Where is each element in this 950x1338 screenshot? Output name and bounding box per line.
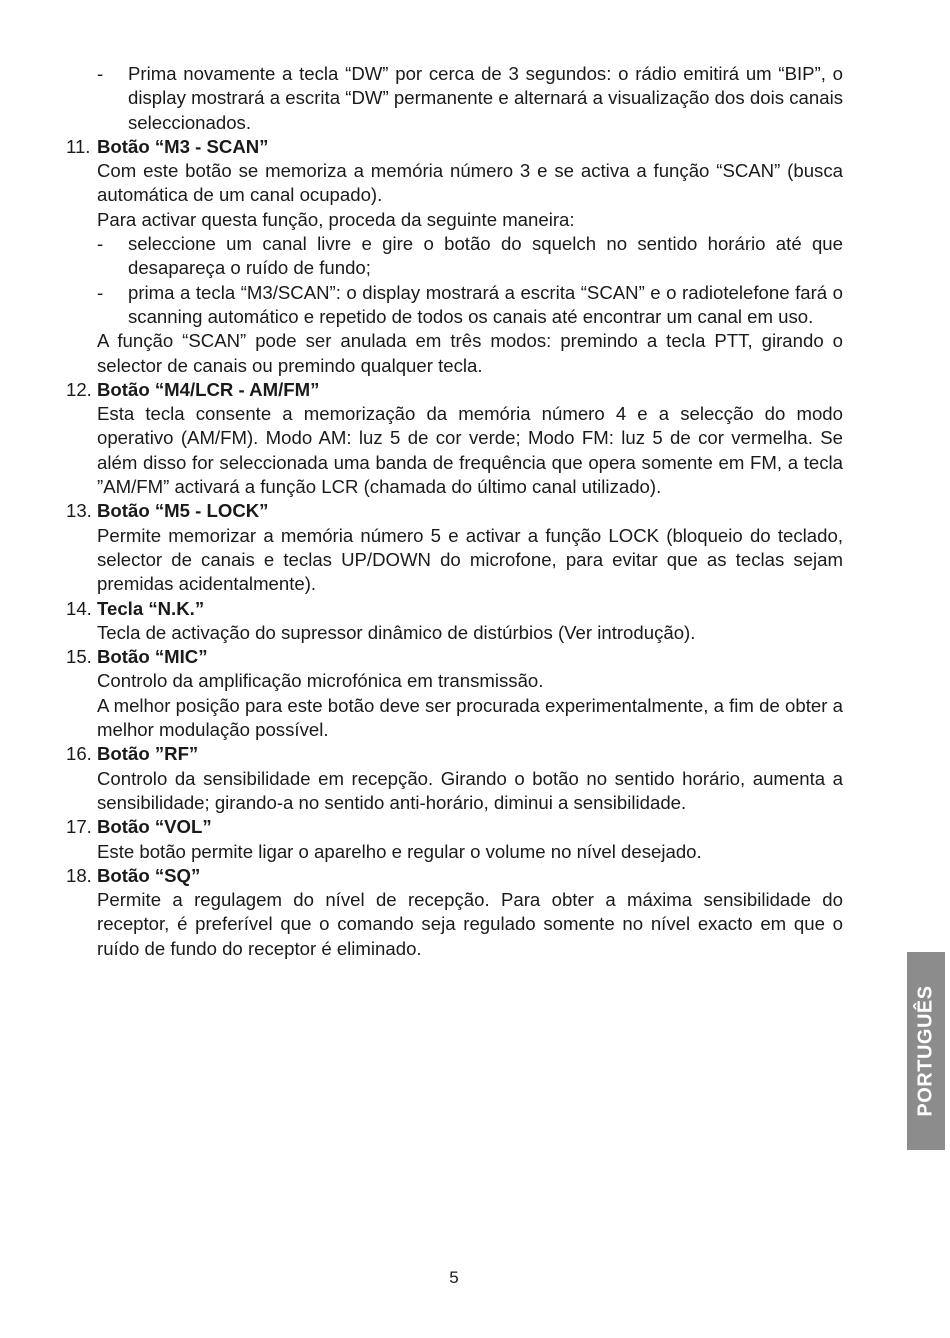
section-title: Botão “M4/LCR - AM/FM” <box>97 378 320 400</box>
page-number: 5 <box>449 1268 459 1287</box>
section-title: Botão “M3 - SCAN” <box>97 135 269 157</box>
section-number: 18. <box>66 864 92 886</box>
paragraph: Esta tecla consente a memorização da memória número 4 e a selecção do modo operativo (AM/FM). Modo AM: luz 5 de cor verde; Modo FM: luz 5 de cor vermelha. Se além disso for seleccionada uma banda de frequência que opera somente em FM, a tecla ”AM/FM” activará a função LCR (chamada do último canal utilizado). <box>97 403 843 498</box>
bullet-text: seleccione um canal livre e gire o botão do squelch no sentido horário até que desapareça o ruído de fundo; <box>128 233 843 279</box>
language-label: PORTUGUÊS <box>914 985 937 1117</box>
list-item <box>66 232 843 281</box>
section-heading-18 <box>66 864 843 888</box>
bullet-dash: - <box>97 233 104 255</box>
paragraph: A função “SCAN” pode ser anulada em três modos: premindo a tecla PTT, girando o selector de canais ou premindo qualquer tecla. <box>97 330 843 376</box>
section-heading-11 <box>66 135 843 159</box>
paragraph: Permite a regulagem do nível de recepção. Para obter a máxima sensibilidade do receptor, é preferível que o comando seja regulado somente no nível exacto em que o ruído de fundo do receptor é eliminado. <box>97 889 843 959</box>
section-title: Botão “VOL” <box>97 816 212 838</box>
paragraph: A melhor posição para este botão deve ser procurada experimentalmente, a fim de obter a melhor modulação possível. <box>97 694 843 741</box>
section-number: 12. <box>66 378 92 400</box>
paragraph: Este botão permite ligar o aparelho e regular o volume no nível desejado. <box>97 840 702 862</box>
paragraph: Controlo da sensibilidade em recepção. Girando o botão no sentido horário, aumenta a sensibilidade; girando-a no sentido anti-horário, diminui a sensibilidade. <box>97 767 843 813</box>
section-number: 14. <box>66 597 92 619</box>
section-title: Tecla “N.K.” <box>97 597 205 619</box>
section-number: 11. <box>66 135 91 157</box>
paragraph: Controlo da amplificação microfónica em transmissão. <box>97 670 544 692</box>
section-title: Botão “M5 - LOCK” <box>97 500 269 522</box>
section-heading-15 <box>66 645 843 669</box>
intro-bullet <box>66 62 843 135</box>
section-number: 13. <box>66 500 92 522</box>
language-side-tab <box>907 952 945 1150</box>
bullet-text: Prima novamente a tecla “DW” por cerca de 3 segundos: o rádio emitirá um “BIP”, o display mostrará a escrita “DW” permanente e alternará a visualização dos dois canais seleccionados. <box>128 63 843 133</box>
section-number: 17. <box>66 816 92 838</box>
section-title: Botão ”RF” <box>97 743 199 765</box>
list-item <box>66 281 843 330</box>
section-heading-16 <box>66 742 843 766</box>
page-content <box>66 62 843 961</box>
bullet-dash: - <box>97 63 104 84</box>
paragraph: Tecla de activação do supressor dinâmico de distúrbios (Ver introdução). <box>97 621 696 643</box>
section-heading-13 <box>66 499 843 523</box>
section-heading-14 <box>66 597 843 621</box>
section-title: Botão “MIC” <box>97 646 208 668</box>
section-number: 16. <box>66 743 92 765</box>
paragraph: Com este botão se memoriza a memória número 3 e se activa a função “SCAN” (busca automática de um canal ocupado). <box>97 160 843 206</box>
section-title: Botão “SQ” <box>97 864 201 886</box>
section-heading-12 <box>66 378 843 402</box>
paragraph: Permite memorizar a memória número 5 e activar a função LOCK (bloqueio do teclado, selector de canais e teclas UP/DOWN do microfone, para evitar que as teclas sejam premidas acidentalmente). <box>97 524 843 595</box>
bullet-dash: - <box>97 281 104 303</box>
section-heading-17 <box>66 815 843 839</box>
paragraph: Para activar questa função, proceda da seguinte maneira: <box>97 208 575 230</box>
section-number: 15. <box>66 646 92 668</box>
bullet-text: prima a tecla “M3/SCAN”: o display mostrará a escrita “SCAN” e o radiotelefone fará o scanning automático e repetido de todos os canais até encontrar um canal em uso. <box>128 281 843 327</box>
